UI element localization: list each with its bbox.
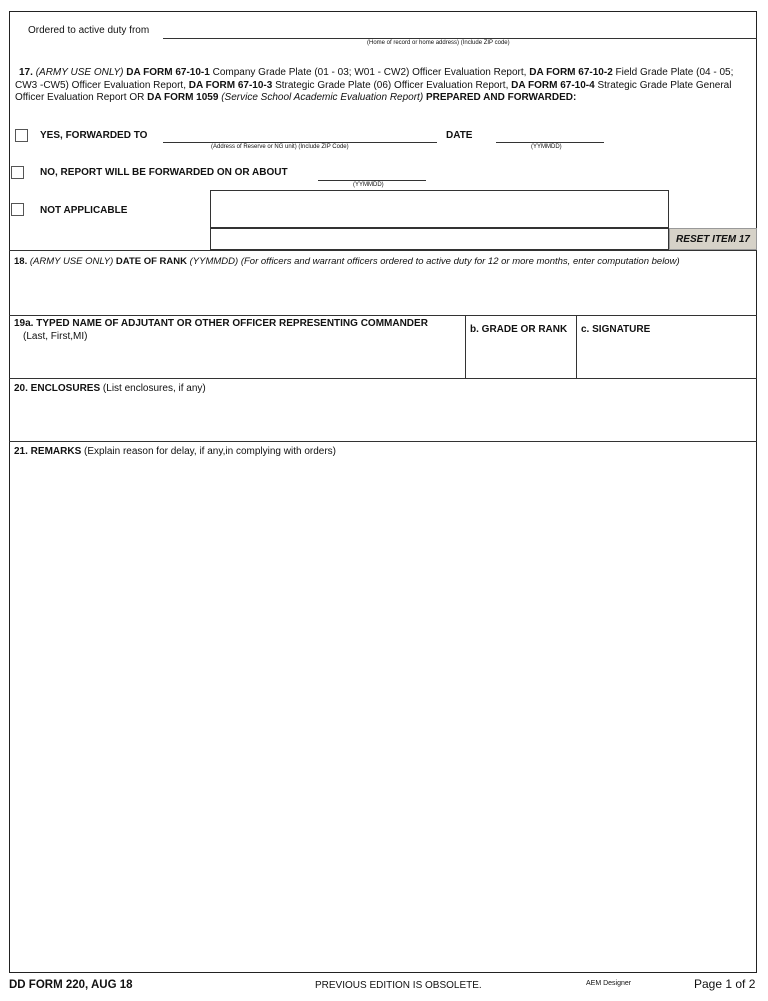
item21-heading: 21. REMARKS (Explain reason for delay, if any,in complying with orders) <box>14 446 336 457</box>
divider-21 <box>9 441 757 442</box>
will-forward-checkbox[interactable] <box>11 166 24 179</box>
item17-text: 17. (ARMY USE ONLY) DA FORM 67-10-1 Company Grade Plate (01 - 03; W01 - CW2) Officer Evaluation Report, DA FORM 67-10-2 Field Grade Plate (04 - 05; CW3 -CW5) Officer Evaluation Report, DA FORM 67-10-3 Strategic Grade Plate (06) Officer Evaluation Report, DA FORM 67-10-4 Strategic Grade Plate General Officer Evaluation Report OR DA FORM 1059 (Service School Academic Evaluation Report) PREPARED AND FORWARDED: <box>15 67 734 103</box>
reset-item17-button[interactable]: RESET ITEM 17 <box>669 228 757 250</box>
item19a-sub: (Last, First,MI) <box>23 331 88 342</box>
divider-19b <box>465 315 466 378</box>
item19a-title: 19a. TYPED NAME OF ADJUTANT OR OTHER OFFICER REPRESENTING COMMANDER <box>14 318 428 329</box>
divider-19 <box>9 315 757 316</box>
will-forward-label: NO, REPORT WILL BE FORWARDED ON OR ABOUT <box>40 167 288 178</box>
will-forward-date-field[interactable] <box>318 180 426 181</box>
item20-heading: 20. ENCLOSURES (List enclosures, if any) <box>14 383 206 394</box>
yymmdd-caption-1: (YYMMDD) <box>531 144 562 150</box>
remarks-area[interactable] <box>12 460 754 970</box>
home-caption: (Home of record or home address) (Include ZIP code) <box>367 40 510 46</box>
not-applicable-label: NOT APPLICABLE <box>40 205 128 216</box>
forwarded-address-field[interactable] <box>163 142 437 143</box>
designer-credit: AEM Designer <box>586 980 632 987</box>
address-caption: (Address of Reserve or NG unit) (Include ZIP Code) <box>211 144 349 150</box>
yymmdd-caption-2: (YYMMDD) <box>353 182 384 188</box>
item19b-title: b. GRADE OR RANK <box>470 324 568 335</box>
divider-18 <box>9 250 757 251</box>
item17-text-box-2[interactable] <box>210 228 669 250</box>
divider-20 <box>9 378 757 379</box>
ordered-label: Ordered to active duty from <box>28 25 150 36</box>
page-number: Page 1 of 2 <box>694 977 756 991</box>
home-address-field[interactable] <box>163 38 757 39</box>
form-id: DD FORM 220, AUG 18 <box>9 979 133 991</box>
item18-heading: 18. (ARMY USE ONLY) DATE OF RANK (YYMMDD) (For officers and warrant officers ordered to active duty for 12 or more months, enter computation below) <box>14 256 680 267</box>
item19c-title: c. SIGNATURE <box>581 324 651 335</box>
yes-forwarded-checkbox[interactable] <box>15 129 28 142</box>
obsolete-notice: PREVIOUS EDITION IS OBSOLETE. <box>315 980 482 991</box>
forwarded-date-field[interactable] <box>496 142 604 143</box>
date-label: DATE <box>446 130 473 141</box>
not-applicable-checkbox[interactable] <box>11 203 24 216</box>
yes-forwarded-label: YES, FORWARDED TO <box>40 130 148 141</box>
divider-19c <box>576 315 577 378</box>
item17-text-box[interactable] <box>210 190 669 228</box>
